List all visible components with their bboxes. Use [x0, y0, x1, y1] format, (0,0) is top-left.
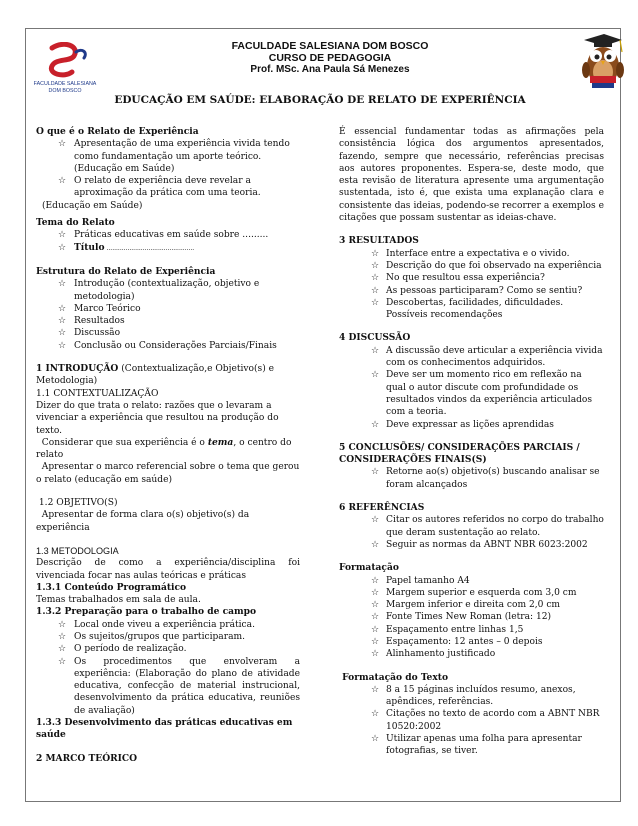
text-span: , o centro do relato: [36, 437, 292, 461]
college-logo: [30, 42, 100, 94]
title-blank: ..............................................: [104, 244, 195, 252]
list-item: ☆ Retorne ao(s) objetivo(s) buscando analisar se foram alcançados: [339, 466, 604, 491]
section-theme: Tema do Relato: [36, 217, 115, 229]
list-item: ☆ Descrição do que foi observado na experiência: [339, 260, 604, 272]
section-conclusions: 5 CONCLUSÕES/ CONSIDERAÇÕES PARCIAIS / CONSIDERAÇÕES FINAIS(S): [339, 441, 580, 466]
list-item: ☆ Local onde viveu a experiência prática.: [36, 619, 300, 631]
subsection-131-text: Temas trabalhados em sala de aula.: [36, 595, 201, 606]
list-item: ☆ Citar os autores referidos no corpo do trabalho que deram sustentação ao relato.: [339, 514, 604, 539]
list-item: ☆ Seguir as normas da ABNT NBR 6023:2002: [339, 539, 604, 551]
list-item: [36, 242, 300, 255]
methodology-paragraph: Descrição de como a experiência/disciplina foi vivenciada focar nas aulas teóricas e práticas: [36, 558, 300, 581]
list-item: ☆ Introdução (contextualização, objetivo e metodologia): [36, 278, 300, 303]
left-column: [36, 126, 303, 765]
list-item: ☆ A discussão deve articular a experiência vivida com os conhecimentos adquiridos.: [339, 345, 604, 370]
logo-text-1: FACULDADE SALESIANA: [33, 81, 97, 87]
list-item: ☆ Deve ser um momento rico em reflexão na qual o autor discute com profundidade os resultados vindos da experiência articulados com a teoria.: [339, 369, 604, 418]
what-is-list: [36, 138, 300, 199]
references-list: [339, 514, 604, 551]
formatting-list: [339, 575, 604, 661]
list-item: ☆ Discussão: [36, 327, 300, 339]
list-item: ☆ Alinhamento justificado: [339, 648, 604, 660]
list-item: ☆ Interface entre a expectativa e o vivido.: [339, 248, 604, 260]
list-item: ☆ Resultados: [36, 315, 300, 327]
intro-heading: [36, 363, 300, 388]
logo-text-2: DOM BOSCO: [48, 88, 82, 94]
list-item: ☆ Espaçamento: 12 antes – 0 depois: [339, 636, 604, 648]
list-item: ☆ Espaçamento entre linhas 1,5: [339, 624, 604, 636]
list-item: ☆ Deve expressar as lições aprendidas: [339, 419, 604, 431]
list-item: ☆ Utilizar apenas uma folha para apresentar fotografias, se tiver.: [339, 733, 604, 758]
list-item: ☆ Práticas educativas em saúde sobre .........: [36, 229, 300, 241]
theme-list: [36, 229, 300, 255]
owl-mascot-icon: [578, 32, 628, 90]
text-formatting-list: [339, 684, 604, 758]
text-span: Considerar que sua experiência é o: [36, 437, 208, 448]
list-item: ☆ Margem superior e esquerda com 3,0 cm: [339, 587, 604, 599]
theme-emphasis: tema: [207, 436, 234, 448]
context-paragraph-2: [36, 437, 300, 462]
subsection-132: 1.3.2 Preparação para o trabalho de campo: [36, 606, 257, 618]
subsection-133: 1.3.3 Desenvolvimento das práticas educativas em saúde: [36, 717, 293, 741]
framework-paragraph: É essencial fundamentar todas as afirmações pela consistência lógica dos argumentos apresentados, fazendo, sempre que necessário, referências precisas aos autores proponentes. Espera-se, deste modo, que esta revisão de literatura apresente uma argumentação sustentada, isto é, que exista uma explanação clara e consistente das ideias, podendo-se recorrer a exemplos e citações que possam sustentar as ideias-chave.: [339, 127, 604, 224]
document-title: EDUCAÇÃO EM SAÚDE: ELABORAÇÃO DE RELATO DE EXPERIÊNCIA: [114, 94, 526, 106]
list-item: ☆ As pessoas participaram? Como se sentiu?: [339, 285, 604, 297]
title-label: Título: [74, 241, 105, 253]
list-item: ☆ Descobertas, facilidades, dificuldades. Possíveis recomendações: [339, 297, 604, 322]
fieldwork-list: [36, 619, 300, 717]
section-formatting: Formatação: [339, 562, 399, 574]
list-item: ☆ Papel tamanho A4: [339, 575, 604, 587]
section-structure: Estrutura do Relato de Experiência: [36, 265, 216, 277]
context-paragraph-3: Apresentar o marco referencial sobre o tema que gerou o relato (educação em saúde): [36, 462, 303, 485]
list-item: ☆ Conclusão ou Considerações Parciais/Finais: [36, 340, 300, 352]
intro-title: 1 INTRODUÇÃO: [36, 363, 119, 375]
course-name: CURSO DE PEDAGOGIA: [268, 52, 392, 64]
list-item: ☆ O período de realização.: [36, 643, 300, 655]
intro-subtitle: (Contextualização,e Objetivo(s) e Metodologia): [36, 364, 275, 387]
list-item: ☆ Margem inferior e direita com 2,0 cm: [339, 599, 604, 611]
structure-list: [36, 278, 300, 352]
section-references: 6 REFERÊNCIAS: [339, 502, 425, 514]
list-item: ☆ Fonte Times New Roman (letra: 12): [339, 611, 604, 623]
objective-paragraph: Apresentar de forma clara o(s) objetivo(s) da experiência: [36, 510, 253, 533]
section-what-is: O que é o Relato de Experiência: [36, 126, 199, 137]
subsection-131: 1.3.1 Conteúdo Programático: [36, 581, 187, 593]
results-list: [339, 248, 604, 322]
list-item: ☆ No que resultou essa experiência?: [339, 272, 604, 284]
list-item: ☆ Os procedimentos que envolveram a experiência: (Elaboração do plano de atividade educativa, confecção de material instrucional, desenvolvimento da prática educativa, reuniões de avaliação): [36, 656, 300, 717]
context-title: 1.1 CONTEXTUALIZAÇÃO: [36, 388, 159, 399]
section-results: 3 RESULTADOS: [339, 235, 419, 247]
institution-name: FACULDADE SALESIANA DOM BOSCO: [231, 40, 429, 52]
objective-title: 1.2 OBJETIVO(S): [36, 498, 118, 509]
context-paragraph-1: Dizer do que trata o relato: razões que o levaram a vivenciar a experiência que resultou na produção do texto.: [36, 400, 279, 436]
section-discussion: 4 DISCUSSÃO: [339, 332, 411, 344]
list-item: ☆ Marco Teórico: [36, 303, 300, 315]
list-item: ☆ Citações no texto de acordo com a ABNT NBR 10520:2002: [339, 708, 604, 733]
conclusions-list: [339, 466, 604, 491]
discussion-list: [339, 345, 604, 431]
right-column: [339, 126, 604, 758]
list-item: ☆ Apresentação de uma experiência vivida tendo como fundamentação um aporte teórico. (Educação em Saúde): [36, 138, 300, 175]
professor-name: Prof. MSc. Ana Paula Sá Menezes: [250, 64, 410, 75]
institution-header: [170, 40, 490, 76]
list-item: ☆ 8 a 15 páginas incluídos resumo, anexos, apêndices, referências.: [339, 684, 604, 709]
list-item: ☆ O relato de experiência deve revelar a aproximação da prática com uma teoria.: [36, 175, 300, 200]
methodology-title: 1.3 METODOLOGIA: [36, 545, 119, 556]
section-text-formatting: Formatação do Texto: [339, 671, 449, 683]
list-item: ☆ Os sujeitos/grupos que participaram.: [36, 631, 300, 643]
what-is-note: (Educação em Saúde): [42, 200, 143, 211]
section-theoretical-framework: 2 MARCO TEÓRICO: [36, 752, 138, 764]
